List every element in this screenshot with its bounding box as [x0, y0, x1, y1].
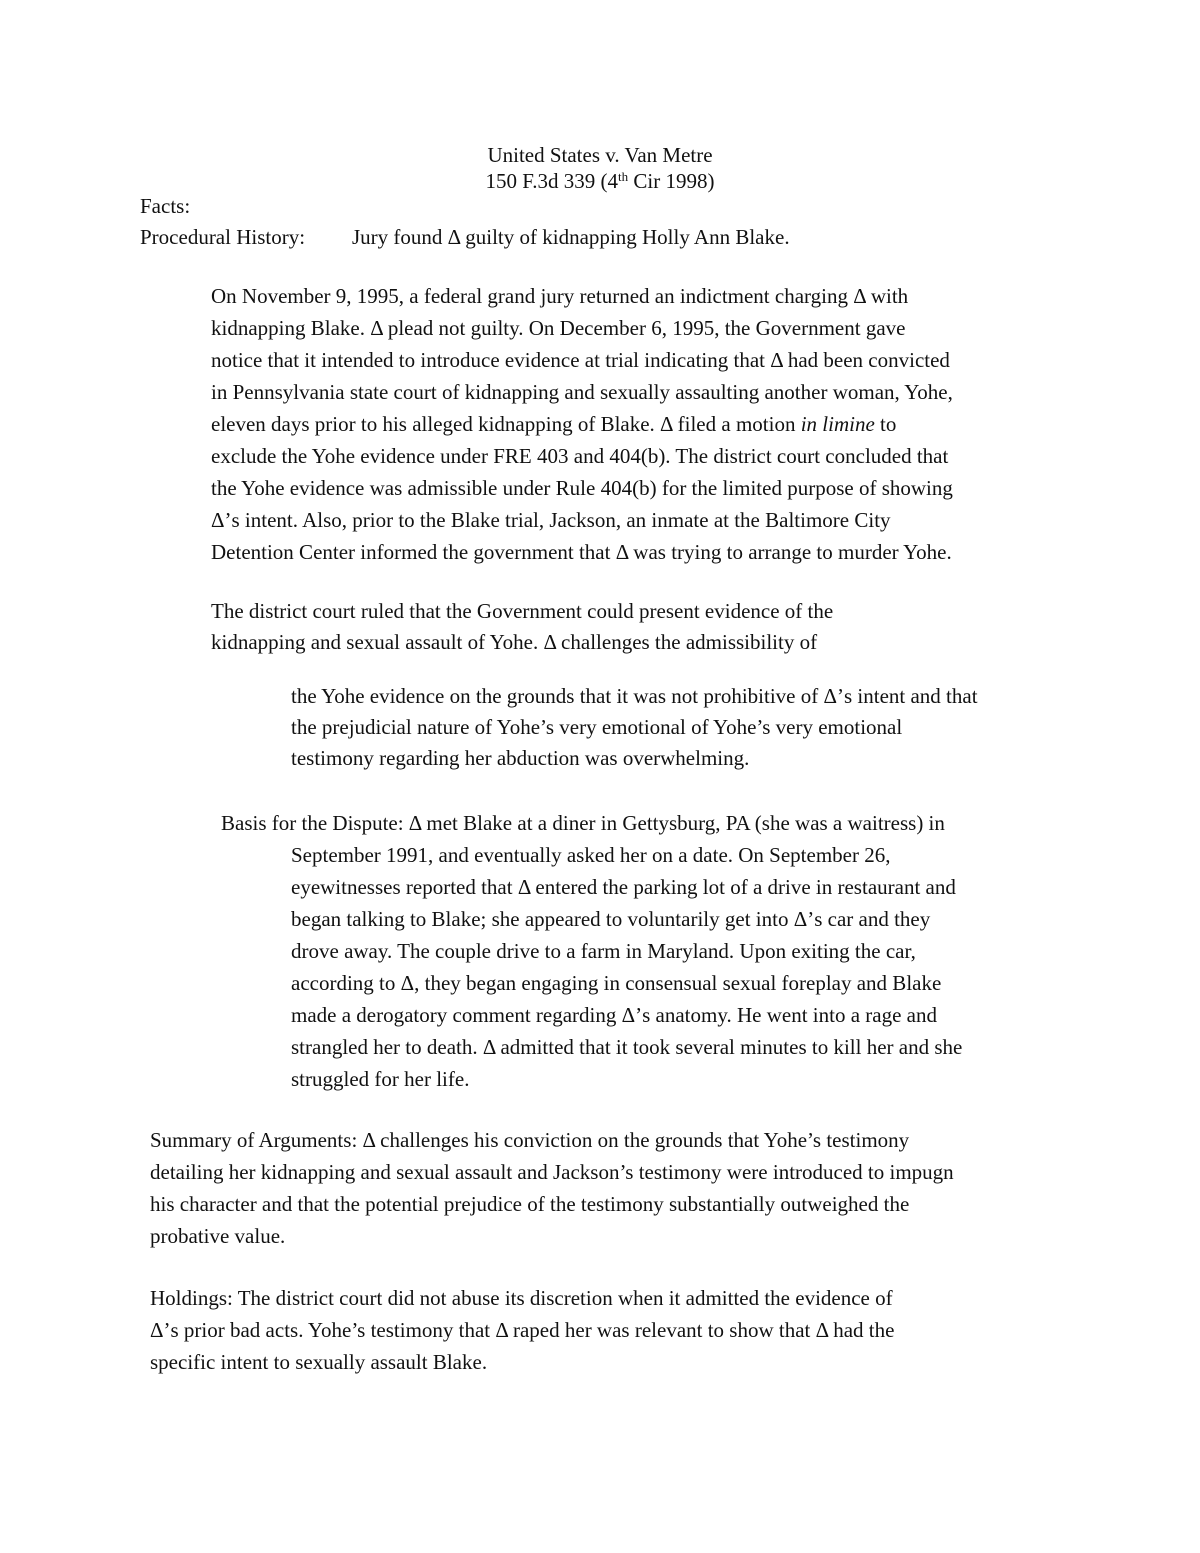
paragraph-line: according to Δ, they began engaging in consensual sexual foreplay and Blake	[291, 971, 942, 995]
paragraph-line: Summary of Arguments: Δ challenges his conviction on the grounds that Yohe’s testimony	[150, 1128, 910, 1152]
paragraph-line: the Yohe evidence on the grounds that it was not prohibitive of Δ’s intent and that	[291, 684, 978, 708]
paragraph-indictment	[211, 280, 953, 568]
paragraph-basis	[291, 839, 962, 1095]
paragraph-challenge	[291, 681, 978, 774]
paragraph-ruling	[211, 596, 833, 658]
basis-first-line: Basis for the Dispute: Δ met Blake at a diner in Gettysburg, PA (she was a waitress) in	[221, 811, 945, 835]
citation-prefix: 150 F.3d 339 (4	[485, 169, 619, 193]
paragraph-line: Detention Center informed the government that Δ was trying to arrange to murder Yohe.	[211, 540, 952, 564]
paragraph-line: testimony regarding her abduction was overwhelming.	[291, 746, 750, 770]
paragraph-line: Δ’s intent. Also, prior to the Blake trial, Jackson, an inmate at the Baltimore City	[211, 508, 891, 532]
paragraph-line: in Pennsylvania state court of kidnapping and sexually assaulting another woman, Yohe,	[211, 380, 953, 404]
paragraph-line: Holdings: The district court did not abuse its discretion when it admitted the evidence of	[150, 1286, 893, 1310]
paragraph-line: exclude the Yohe evidence under FRE 403 and 404(b). The district court concluded that	[211, 444, 949, 468]
case-name: United States v. Van Metre	[487, 143, 713, 167]
paragraph-line	[211, 408, 953, 440]
paragraph-line: made a derogatory comment regarding Δ’s anatomy. He went into a rage and	[291, 1003, 937, 1027]
procedural-history-text: Jury found Δ guilty of kidnapping Holly Ann Blake.	[352, 225, 790, 249]
case-citation	[0, 168, 1200, 194]
line-text: eleven days prior to his alleged kidnapping of Blake. Δ filed a motion	[211, 412, 801, 436]
paragraph-line: September 1991, and eventually asked her on a date. On September 26,	[291, 843, 891, 867]
line-text: to	[874, 412, 897, 436]
paragraph-line: On November 9, 1995, a federal grand jury returned an indictment charging Δ with	[211, 284, 909, 308]
paragraph-line: detailing her kidnapping and sexual assault and Jackson’s testimony were introduced to impugn	[150, 1160, 954, 1184]
paragraph-line: probative value.	[150, 1224, 286, 1248]
facts-label: Facts:	[140, 194, 191, 218]
paragraph-line: strangled her to death. Δ admitted that it took several minutes to kill her and she	[291, 1035, 963, 1059]
case-title-block	[0, 142, 1200, 196]
paragraph-holdings	[150, 1282, 894, 1378]
paragraph-line: his character and that the potential prejudice of the testimony substantially outweighed the	[150, 1192, 910, 1216]
paragraph-summary	[150, 1124, 954, 1252]
paragraph-line: The district court ruled that the Government could present evidence of the	[211, 599, 834, 623]
procedural-history-label: Procedural History:	[140, 225, 306, 249]
paragraph-line: began talking to Blake; she appeared to voluntarily get into Δ’s car and they	[291, 907, 931, 931]
paragraph-line: Δ’s prior bad acts. Yohe’s testimony that Δ raped her was relevant to show that Δ had the	[150, 1318, 895, 1342]
paragraph-line: kidnapping Blake. Δ plead not guilty. On December 6, 1995, the Government gave	[211, 316, 906, 340]
citation-suffix: Cir 1998)	[628, 169, 715, 193]
paragraph-line: specific intent to sexually assault Blake.	[150, 1350, 488, 1374]
paragraph-line: drove away. The couple drive to a farm in Maryland. Upon exiting the car,	[291, 939, 916, 963]
paragraph-line: eyewitnesses reported that Δ entered the parking lot of a drive in restaurant and	[291, 875, 956, 899]
paragraph-line: kidnapping and sexual assault of Yohe. Δ challenges the admissibility of	[211, 630, 818, 654]
latin-term: in limine	[800, 412, 875, 436]
paragraph-line: notice that it intended to introduce evidence at trial indicating that Δ had been convicted	[211, 348, 950, 372]
paragraph-line: the Yohe evidence was admissible under Rule 404(b) for the limited purpose of showing	[211, 476, 953, 500]
citation-superscript: th	[618, 169, 629, 184]
paragraph-line: the prejudicial nature of Yohe’s very emotional of Yohe’s very emotional	[291, 715, 903, 739]
paragraph-line: struggled for her life.	[291, 1067, 470, 1091]
